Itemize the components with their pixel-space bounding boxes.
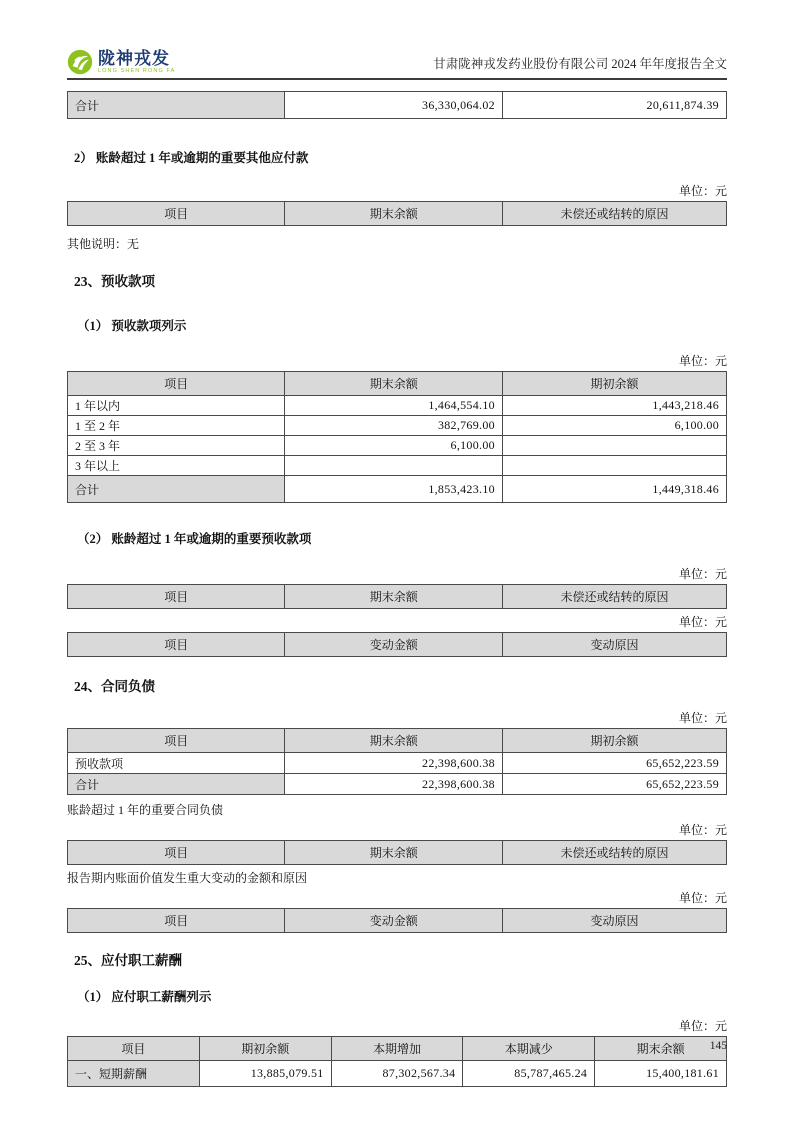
col-header: 项目 [68,372,285,396]
total-label-cell: 合计 [68,92,285,119]
col-header: 项目 [68,841,285,865]
unit-label: 单位：元 [678,567,727,581]
unit-label: 单位：元 [678,615,727,629]
ageing-label-cell: 2 至 3 年 [68,436,285,456]
company-logo-icon [67,49,93,75]
col-header: 变动金额 [285,909,502,933]
heading-advances-section: 23、预收款项 [74,274,155,289]
col-header: 期末余额 [285,372,502,396]
document-title: 甘肃陇神戎发药业股份有限公司 2024 年年度报告全文 [433,57,727,71]
item-label-cell: 预收款项 [68,753,285,774]
table-header-row [68,202,727,226]
opening-cell: 1,449,318.46 [502,476,726,503]
table-header-row [68,372,727,396]
col-header: 本期增加 [331,1037,463,1061]
col-header: 期末余额 [285,729,502,753]
total-opening-cell: 20,611,874.39 [502,92,726,119]
table-row [68,92,727,119]
table-overdue-other-payables [67,201,727,226]
col-header: 期末余额 [595,1037,727,1061]
item-label-cell: 一、短期薪酬 [68,1061,200,1087]
opening-cell: 1,443,218.46 [502,396,726,416]
col-header: 期初余额 [199,1037,331,1061]
col-header: 期末余额 [285,202,502,226]
opening-cell: 65,652,223.59 [502,774,726,795]
table-header-row [68,909,727,933]
col-header: 变动原因 [502,909,726,933]
col-header: 未偿还或结转的原因 [502,841,726,865]
col-header: 未偿还或结转的原因 [502,585,726,609]
contract-overdue-note: 账龄超过 1 年的重要合同负债 [67,803,224,817]
col-header: 变动金额 [285,633,502,657]
ageing-label-cell: 1 至 2 年 [68,416,285,436]
table-row [68,436,727,456]
unit-label: 单位：元 [678,1019,727,1033]
col-header: 期末余额 [285,585,502,609]
heading-contract-liabilities: 24、合同负债 [74,679,155,694]
col-header: 项目 [68,729,285,753]
table-header-row [68,585,727,609]
closing-cell: 1,853,423.10 [285,476,502,503]
ageing-label-cell: 1 年以内 [68,396,285,416]
col-header: 未偿还或结转的原因 [502,202,726,226]
col-header: 项目 [68,633,285,657]
ageing-label-cell: 3 年以上 [68,456,285,476]
total-closing-cell: 36,330,064.02 [285,92,502,119]
heading-overdue-advances: （2） 账龄超过 1 年或逾期的重要预收款项 [77,532,312,546]
opening-cell: 13,885,079.51 [199,1061,331,1087]
heading-compensation-listing: （1） 应付职工薪酬列示 [77,990,212,1004]
closing-cell [285,456,502,476]
table-header-row [68,1037,727,1061]
unit-label: 单位：元 [678,184,727,198]
table-header-row [68,633,727,657]
table-employee-compensation [67,1036,727,1087]
col-header: 变动原因 [502,633,726,657]
closing-cell: 22,398,600.38 [285,753,502,774]
company-logo-subtext: LONG SHEN RONG FA [98,67,176,74]
increase-cell: 87,302,567.34 [331,1061,463,1087]
table-row [68,416,727,436]
heading-employee-compensation: 25、应付职工薪酬 [74,953,182,968]
unit-label: 单位：元 [678,823,727,837]
heading-advances-listing: （1） 预收款项列示 [77,319,187,333]
unit-label: 单位：元 [678,891,727,905]
table-row [68,396,727,416]
company-logo [67,49,175,75]
decrease-cell: 85,787,465.24 [463,1061,595,1087]
unit-label: 单位：元 [678,354,727,368]
closing-cell: 15,400,181.61 [595,1061,727,1087]
table-row [68,753,727,774]
table-overdue-advances [67,584,727,609]
unit-label: 单位：元 [678,711,727,725]
company-logo-text: 陇神戎发 [98,48,170,68]
table-total-row [68,476,727,503]
table-header-row [68,841,727,865]
table-header-row [68,729,727,753]
opening-cell [502,436,726,456]
opening-cell: 65,652,223.59 [502,753,726,774]
col-header: 本期减少 [463,1037,595,1061]
closing-cell: 1,464,554.10 [285,396,502,416]
heading-overdue-other-payables: 2） 账龄超过 1 年或逾期的重要其他应付款 [74,151,309,165]
other-note: 其他说明：无 [67,237,140,251]
col-header: 项目 [68,585,285,609]
closing-cell: 6,100.00 [285,436,502,456]
page-number: 145 [709,1040,727,1052]
closing-cell: 22,398,600.38 [285,774,502,795]
closing-cell: 382,769.00 [285,416,502,436]
col-header: 项目 [68,1037,200,1061]
opening-cell [502,456,726,476]
opening-cell: 6,100.00 [502,416,726,436]
total-label-cell: 合计 [68,476,285,503]
table-total-row [68,774,727,795]
table-other-payables-total [67,91,727,119]
table-contract-change [67,908,727,933]
table-row [68,1061,727,1087]
table-contract-liabilities [67,728,727,795]
table-advances-listing [67,371,727,503]
col-header: 期初余额 [502,729,726,753]
table-contract-overdue [67,840,727,865]
col-header: 期初余额 [502,372,726,396]
col-header: 项目 [68,909,285,933]
page-header [67,46,727,80]
table-row [68,456,727,476]
col-header: 项目 [68,202,285,226]
col-header: 期末余额 [285,841,502,865]
contract-change-note: 报告期内账面价值发生重大变动的金额和原因 [67,871,308,885]
total-label-cell: 合计 [68,774,285,795]
table-advances-change [67,632,727,657]
